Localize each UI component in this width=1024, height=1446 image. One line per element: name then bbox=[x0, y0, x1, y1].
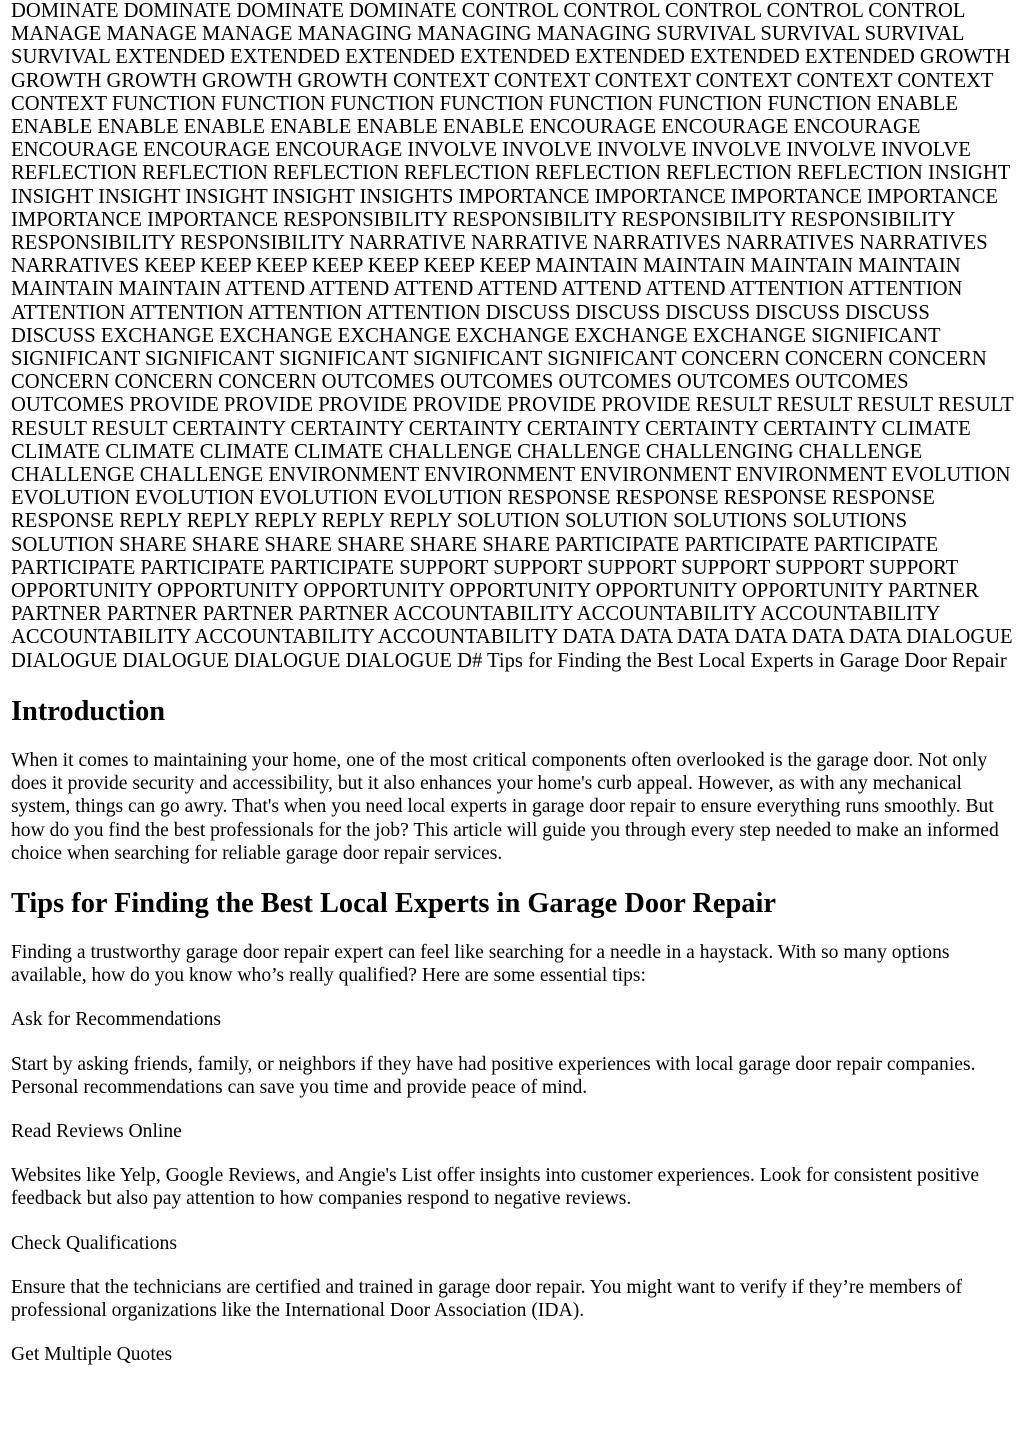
keyword-block: DOMINATE DOMINATE DOMINATE DOMINATE CONTROL CONTROL CONTROL CONTROL CONTROL MANAGE MANAGE MANAGE MANAGING MANAGING MANAGING SURVIVAL SURVIVAL SURVIVAL SURVIVAL EXTENDED EXTENDED EXTENDED EXTENDED EXTENDED EXTENDED EXTENDED GROWTH GROWTH GROWTH GROWTH GROWTH CONTEXT CONTEXT CONTEXT CONTEXT CONTEXT CONTEXT CONTEXT FUNCTION FUNCTION FUNCTION FUNCTION FUNCTION FUNCTION FUNCTION ENABLE ENABLE ENABLE ENABLE ENABLE ENABLE ENABLE ENCOURAGE ENCOURAGE ENCOURAGE ENCOURAGE ENCOURAGE ENCOURAGE INVOLVE INVOLVE INVOLVE INVOLVE INVOLVE INVOLVE REFLECTION REFLECTION REFLECTION REFLECTION REFLECTION REFLECTION REFLECTION INSIGHT INSIGHT INSIGHT INSIGHT INSIGHT INSIGHTS IMPORTANCE IMPORTANCE IMPORTANCE IMPORTANCE IMPORTANCE IMPORTANCE RESPONSIBILITY RESPONSIBILITY RESPONSIBILITY RESPONSIBILITY RESPONSIBILITY RESPONSIBILITY NARRATIVE NARRATIVE NARRATIVES NARRATIVES NARRATIVES NARRATIVES KEEP KEEP KEEP KEEP KEEP KEEP KEEP MAINTAIN MAINTAIN MAINTAIN MAINTAIN MAINTAIN MAINTAIN ATTEND ATTEND ATTEND ATTEND ATTEND ATTEND ATTENTION ATTENTION ATTENTION ATTENTION ATTENTION ATTENTION DISCUSS DISCUSS DISCUSS DISCUSS DISCUSS DISCUSS EXCHANGE EXCHANGE EXCHANGE EXCHANGE EXCHANGE EXCHANGE SIGNIFICANT SIGNIFICANT SIGNIFICANT SIGNIFICANT SIGNIFICANT SIGNIFICANT CONCERN CONCERN CONCERN CONCERN CONCERN CONCERN OUTCOMES OUTCOMES OUTCOMES OUTCOMES OUTCOMES OUTCOMES PROVIDE PROVIDE PROVIDE PROVIDE PROVIDE PROVIDE RESULT RESULT RESULT RESULT RESULT RESULT CERTAINTY CERTAINTY CERTAINTY CERTAINTY CERTAINTY CERTAINTY CLIMATE CLIMATE CLIMATE CLIMATE CLIMATE CHALLENGE CHALLENGE CHALLENGING CHALLENGE CHALLENGE CHALLENGE ENVIRONMENT ENVIRONMENT ENVIRONMENT ENVIRONMENT EVOLUTION EVOLUTION EVOLUTION EVOLUTION EVOLUTION RESPONSE RESPONSE RESPONSE RESPONSE RESPONSE REPLY REPLY REPLY REPLY REPLY SOLUTION SOLUTION SOLUTIONS SOLUTIONS SOLUTION SHARE SHARE SHARE SHARE SHARE SHARE PARTICIPATE PARTICIPATE PARTICIPATE PARTICIPATE PARTICIPATE PARTICIPATE SUPPORT SUPPORT SUPPORT SUPPORT SUPPORT SUPPORT OPPORTUNITY OPPORTUNITY OPPORTUNITY OPPORTUNITY OPPORTUNITY OPPORTUNITY PARTNER PARTNER PARTNER PARTNER PARTNER ACCOUNTABILITY ACCOUNTABILITY ACCOUNTABILITY ACCOUNTABILITY ACCOUNTABILITY ACCOUNTABILITY DATA DATA DATA DATA DATA DATA DIALOGUE DIALOGUE DIALOGUE DIALOGUE DIALOGUE D# Tips for Finding the Best Local Experts in Garage Door Repair bbox=[11, 0, 1014, 672]
tip-body-reviews: Websites like Yelp, Google Reviews, and Angie's List offer insights into customer experiences. Look for consistent positive feedback but also pay attention to how companies respond to negative reviews. bbox=[11, 1165, 980, 1210]
tip-title-recommendations: Ask for Recommendations bbox=[11, 1009, 222, 1031]
tip-body-qualifications: Ensure that the technicians are certified and trained in garage door repair. You might want to verify if they’re members of professional organizations like the International Door Association (IDA). bbox=[11, 1276, 963, 1321]
intro-heading: Introduction bbox=[11, 695, 166, 727]
tip-title-quotes: Get Multiple Quotes bbox=[11, 1344, 173, 1366]
intro-paragraph: When it comes to maintaining your home, one of the most critical components often overlooked is the garage door. Not only does it provide security and accessibility, but it also enhances your home's curb appeal. However, as with any mechanical system, things can go awry. That's when you need local experts in garage door repair to ensure everything runs smoothly. But how do you find the best professionals for the job? This article will guide you through every step needed to make an informed choice when searching for reliable garage door repair services. bbox=[11, 749, 999, 864]
tips-lead-paragraph: Finding a trustworthy garage door repair expert can feel like searching for a needle in a haystack. With so many options available, how do you know who’s really qualified? Here are some essential tips: bbox=[11, 941, 950, 987]
tip-body-recommendations: Start by asking friends, family, or neighbors if they have had positive experiences with local garage door repair companies. Personal recommendations can save you time and provide peace of mind. bbox=[11, 1053, 976, 1098]
tips-heading: Tips for Finding the Best Local Experts in Garage Door Repair bbox=[11, 887, 776, 919]
tip-title-reviews: Read Reviews Online bbox=[11, 1120, 182, 1142]
tip-title-qualifications: Check Qualifications bbox=[11, 1232, 177, 1254]
